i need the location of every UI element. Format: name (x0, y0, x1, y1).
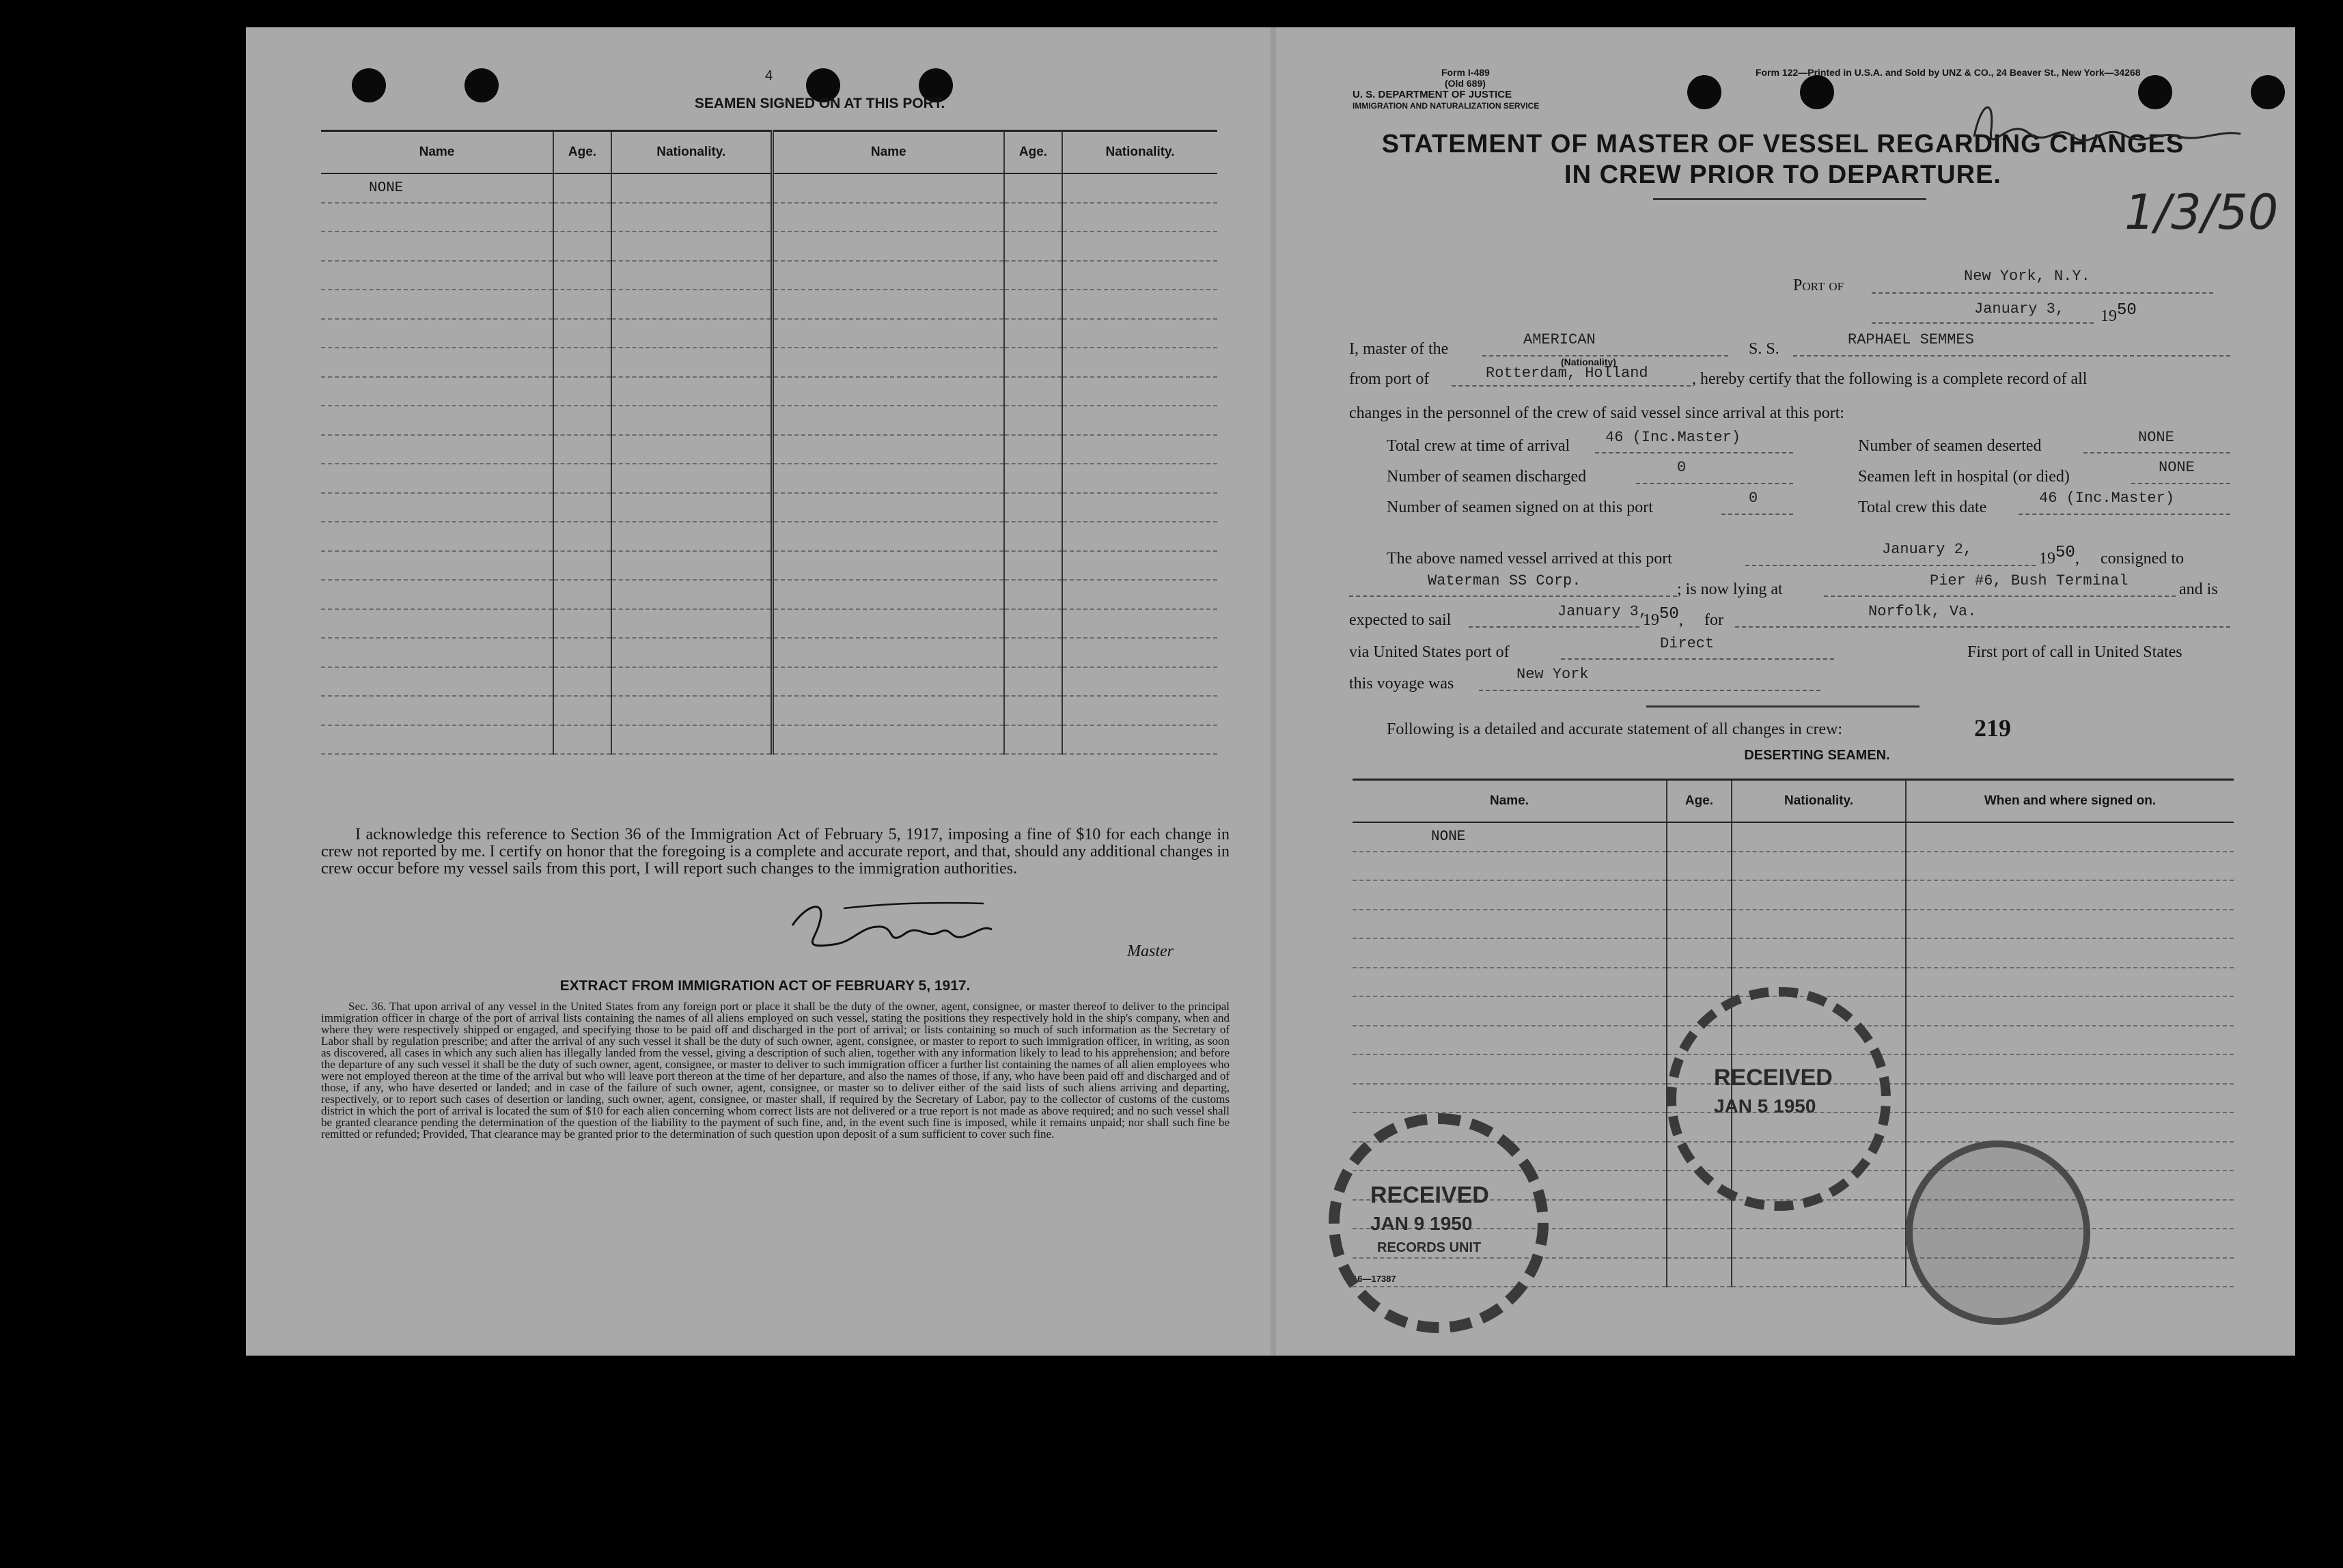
total-date-value: 46 (Inc.Master) (2039, 490, 2175, 507)
footer-code: 16—17387 (1353, 1274, 1396, 1284)
year-prefix: 19 (2101, 307, 2117, 325)
table-row (321, 493, 1217, 522)
table-row (1353, 822, 2234, 852)
stamp-received-text: RECEIVED (1370, 1182, 1489, 1208)
from-port-label: from port of (1349, 370, 1430, 388)
section-36-text (321, 1000, 1230, 1140)
table-row (321, 290, 1217, 319)
column-header: Nationality. (1732, 780, 1906, 823)
via-value: Direct (1660, 635, 1715, 652)
expected-label: expected to sail (1349, 611, 1452, 629)
deserted-line (2083, 452, 2230, 453)
table-row (321, 580, 1217, 609)
arrived-label: The above named vessel arrived at this port (1387, 550, 1672, 568)
column-header: Age. (1667, 780, 1732, 823)
expected-year: 1950, (1643, 605, 1683, 629)
arrived-line (1745, 565, 2036, 566)
via-label: via United States port of (1349, 643, 1510, 661)
hospital-label: Seamen left in hospital (or died) (1858, 468, 2070, 486)
table-row (321, 232, 1217, 261)
form-old-number: (Old 689) (1445, 78, 1486, 89)
certify-text: , hereby certify that the following is a complete record of all (1692, 370, 2088, 388)
first-port-label: First port of call in United States (1967, 643, 2182, 661)
table-row (321, 696, 1217, 725)
hospital-value: NONE (2159, 459, 2195, 476)
deserted-value: NONE (2138, 429, 2174, 446)
acknowledgment-text: I acknowledge this reference to Section 36 of the Immigration Act of February 5, 1917, imposing a fine of $10 for each change in crew not reported by me. I certify on honor that the foregoing is a complete and accurate report, and that, should any additional changes in crew occur before my vessel sails from this port, I will report such changes to the immigration authorities. (321, 826, 1230, 878)
stamp-unit-text: RECORDS UNIT (1377, 1240, 1482, 1255)
table-row (1353, 910, 2234, 939)
table-row (321, 261, 1217, 290)
stamp-received-text: RECEIVED (1714, 1065, 1833, 1091)
column-header: Nationality. (611, 131, 772, 174)
column-header: Nationality. (1062, 131, 1217, 174)
handwritten-annotation (1954, 75, 2279, 253)
arrived-value: January 2, (1882, 541, 1973, 558)
total-date-line (2019, 514, 2230, 515)
total-arrival-line (1595, 452, 1793, 453)
deserted-label: Number of seamen deserted (1858, 437, 2042, 455)
form-title-line-1: STATEMENT OF MASTER OF VESSEL REGARDING CHANGES (1381, 130, 2185, 158)
column-header: When and where signed on. (1906, 780, 2234, 823)
nationality-caption: (Nationality) (1561, 356, 1616, 367)
year-value: 50 (1659, 605, 1679, 624)
vessel-name: RAPHAEL SEMMES (1848, 331, 1974, 348)
port-label: Port of (1793, 277, 1844, 294)
discharged-label: Number of seamen discharged (1387, 468, 1587, 486)
consignee-value: Waterman SS Corp. (1428, 572, 1581, 589)
expected-value: January 3, (1557, 603, 1648, 620)
table-row (321, 667, 1217, 697)
punch-hole (352, 68, 386, 102)
nationality-value: AMERICAN (1523, 331, 1596, 348)
for-label: for (1704, 611, 1723, 629)
table-row (321, 464, 1217, 493)
total-date-label: Total crew this date (1858, 499, 1987, 516)
signed-on-value: 0 (1749, 490, 1758, 507)
table-row (321, 348, 1217, 377)
stamp-date-text: JAN 9 1950 (1370, 1213, 1473, 1234)
master-signature (779, 884, 997, 960)
center-fold (1271, 27, 1276, 1356)
discharged-line (1636, 483, 1793, 484)
column-header: Name. (1353, 780, 1667, 823)
stamped-number: 219 (1974, 714, 2011, 742)
faint-round-stamp (1906, 1140, 2090, 1325)
table-row (321, 173, 1217, 203)
changes-text: changes in the personnel of the crew of said vessel since arrival at this port: (1349, 404, 1845, 422)
punch-hole (1687, 75, 1721, 109)
port-line (1872, 292, 2213, 294)
form-number: Form I-489 (1441, 67, 1490, 78)
year-field (2101, 301, 2137, 326)
date-line (1872, 322, 2094, 324)
lying-line (1824, 596, 2176, 597)
vessel-name-line (1793, 355, 2230, 356)
table-row (321, 725, 1217, 755)
for-value: Norfolk, Va. (1868, 603, 1977, 620)
total-arrival-label: Total crew at time of arrival (1387, 437, 1570, 455)
for-line (1735, 626, 2230, 628)
entry-name: NONE (321, 173, 553, 203)
date-value: January 3, (1974, 300, 2065, 318)
table-row (321, 406, 1217, 435)
table-row (321, 522, 1217, 551)
voyage-value: New York (1516, 666, 1589, 683)
consigned-label: consigned to (2101, 550, 2184, 568)
signed-on-line (1721, 514, 1793, 515)
table-row (321, 377, 1217, 406)
table-row (321, 203, 1217, 232)
hospital-line (2131, 483, 2230, 484)
lying-value: Pier #6, Bush Terminal (1930, 572, 2129, 589)
year-value: 50 (2117, 301, 2137, 320)
discharged-value: 0 (1677, 459, 1687, 476)
table-row (321, 319, 1217, 348)
printer-note: Form 122—Printed in U.S.A. and Sold by UNZ & CO., 24 Beaver St., New York—34268 (1756, 67, 2141, 78)
punch-hole (465, 68, 499, 102)
service-name: IMMIGRATION AND NATURALIZATION SERVICE (1353, 101, 1540, 111)
lying-label: ; is now lying at (1677, 580, 1783, 598)
column-header: Age. (1004, 131, 1062, 174)
records-unit-stamp (1329, 1113, 1549, 1333)
entry-name: NONE (1353, 822, 1667, 852)
table-row (321, 638, 1217, 667)
table-row (321, 609, 1217, 639)
year-prefix: 19 (2039, 550, 2055, 568)
table-row (1353, 938, 2234, 968)
document-sheet (246, 27, 2295, 1356)
from-port-line (1452, 385, 1691, 387)
and-is-label: and is (2179, 580, 2218, 598)
table-row (1353, 880, 2234, 910)
signed-on-label: Number of seamen signed on at this port (1387, 499, 1653, 516)
department-name: U. S. DEPARTMENT OF JUSTICE (1353, 89, 1512, 100)
section-body: That upon arrival of any vessel in the United States from any foreign port or place it shall be the duty of the owner, agent, consignee, or master thereof to deliver to the principal immigration officer in charge of the port of arrival lists containing the names of all aliens employed on such vessel, stating the positions they respectively hold in the ship's company, when and where they were respectively shipped or engaged, and specifying those to be paid off and discharged in the port of arrival; or lists containing so much of such information as the Secretary of Labor shall by regulation prescribe; and after the arrival of any such vessel it shall be the duty of such owner, agent, consignee, or master to report to such immigration officer, in writing, as soon as discovered, all cases in which any such alien has illegally landed from the vessel, giving a description of such alien, together with any information likely to lead to his apprehension; and before the departure of any such vessel it shall be the duty of such owner, agent, consignee, or master to deliver to such immigration officer a further list containing the names of all alien employees who were not employed thereon at the time of the arrival but who will leave port thereon at the time of her departure, and also the names of those, if any, who have been paid off and discharged and of those, if any, who have deserted or landed; and in case of the failure of such owner, agent, consignee, or master so to deliver either of the said lists of such aliens arriving and departing, respectively, or to report such cases of desertion or landing, such owner, agent, consignee, or master shall, if required by the Secretary of Labor, pay to the collector of customs of the customs district in which the port of arrival is located the sum of $10 for each alien concerning whom correct lists are not delivered or a true report is not made as above required; and no such vessel shall be granted clearance pending the determination of the question of the liability to the payment of such fine, and, in the event such fine is imposed, while it remains unpaid; nor shall such fine be remitted or refunded; Provided, That clearance may be granted prior to the determination of such question upon deposit of a sum sufficient to cover such fine. (321, 1000, 1230, 1140)
via-line (1561, 658, 1834, 660)
title-rule (1653, 198, 1926, 200)
port-value: New York, N.Y. (1964, 268, 2090, 285)
section-rule (1646, 705, 1919, 708)
expected-line (1469, 626, 1639, 628)
column-header: Age. (553, 131, 611, 174)
received-stamp (1667, 987, 1891, 1211)
total-arrival-value: 46 (Inc.Master) (1605, 429, 1741, 446)
from-port-value: Rotterdam, Holland (1486, 365, 1648, 382)
voyage-line (1479, 690, 1820, 691)
handwritten-date: 1/3/50 (2124, 184, 2279, 240)
column-header: Name (772, 131, 1004, 174)
section-label: Sec. 36. (348, 1000, 387, 1013)
year-prefix: 19 (1643, 611, 1659, 629)
following-label: Following is a detailed and accurate statement of all changes in crew: (1387, 720, 1843, 738)
ss-label: S. S. (1749, 340, 1779, 358)
voyage-label: this voyage was (1349, 675, 1454, 692)
table-row (321, 551, 1217, 580)
table-row (1353, 852, 2234, 881)
master-label: Master (1127, 942, 1174, 960)
form-title-line-2: IN CREW PRIOR TO DEPARTURE. (1564, 160, 2001, 189)
table-row (321, 435, 1217, 464)
seamen-signed-on-table (321, 130, 1217, 755)
master-of-label: I, master of the (1349, 340, 1449, 358)
arrived-year: 1950, (2039, 544, 2079, 568)
punch-hole (1800, 75, 1834, 109)
punch-hole (2251, 75, 2285, 109)
column-header: Name (321, 131, 553, 174)
consignee-line (1349, 596, 1677, 597)
year-value: 50 (2055, 544, 2075, 562)
deserting-title: DESERTING SEAMEN. (1744, 748, 1890, 763)
stamp-date-text: JAN 5 1950 (1714, 1095, 1816, 1117)
extract-title: EXTRACT FROM IMMIGRATION ACT OF FEBRUARY 5, 1917. (559, 978, 971, 994)
left-page-title: SEAMEN SIGNED ON AT THIS PORT. (694, 96, 945, 111)
page-number: 4 (765, 68, 773, 83)
